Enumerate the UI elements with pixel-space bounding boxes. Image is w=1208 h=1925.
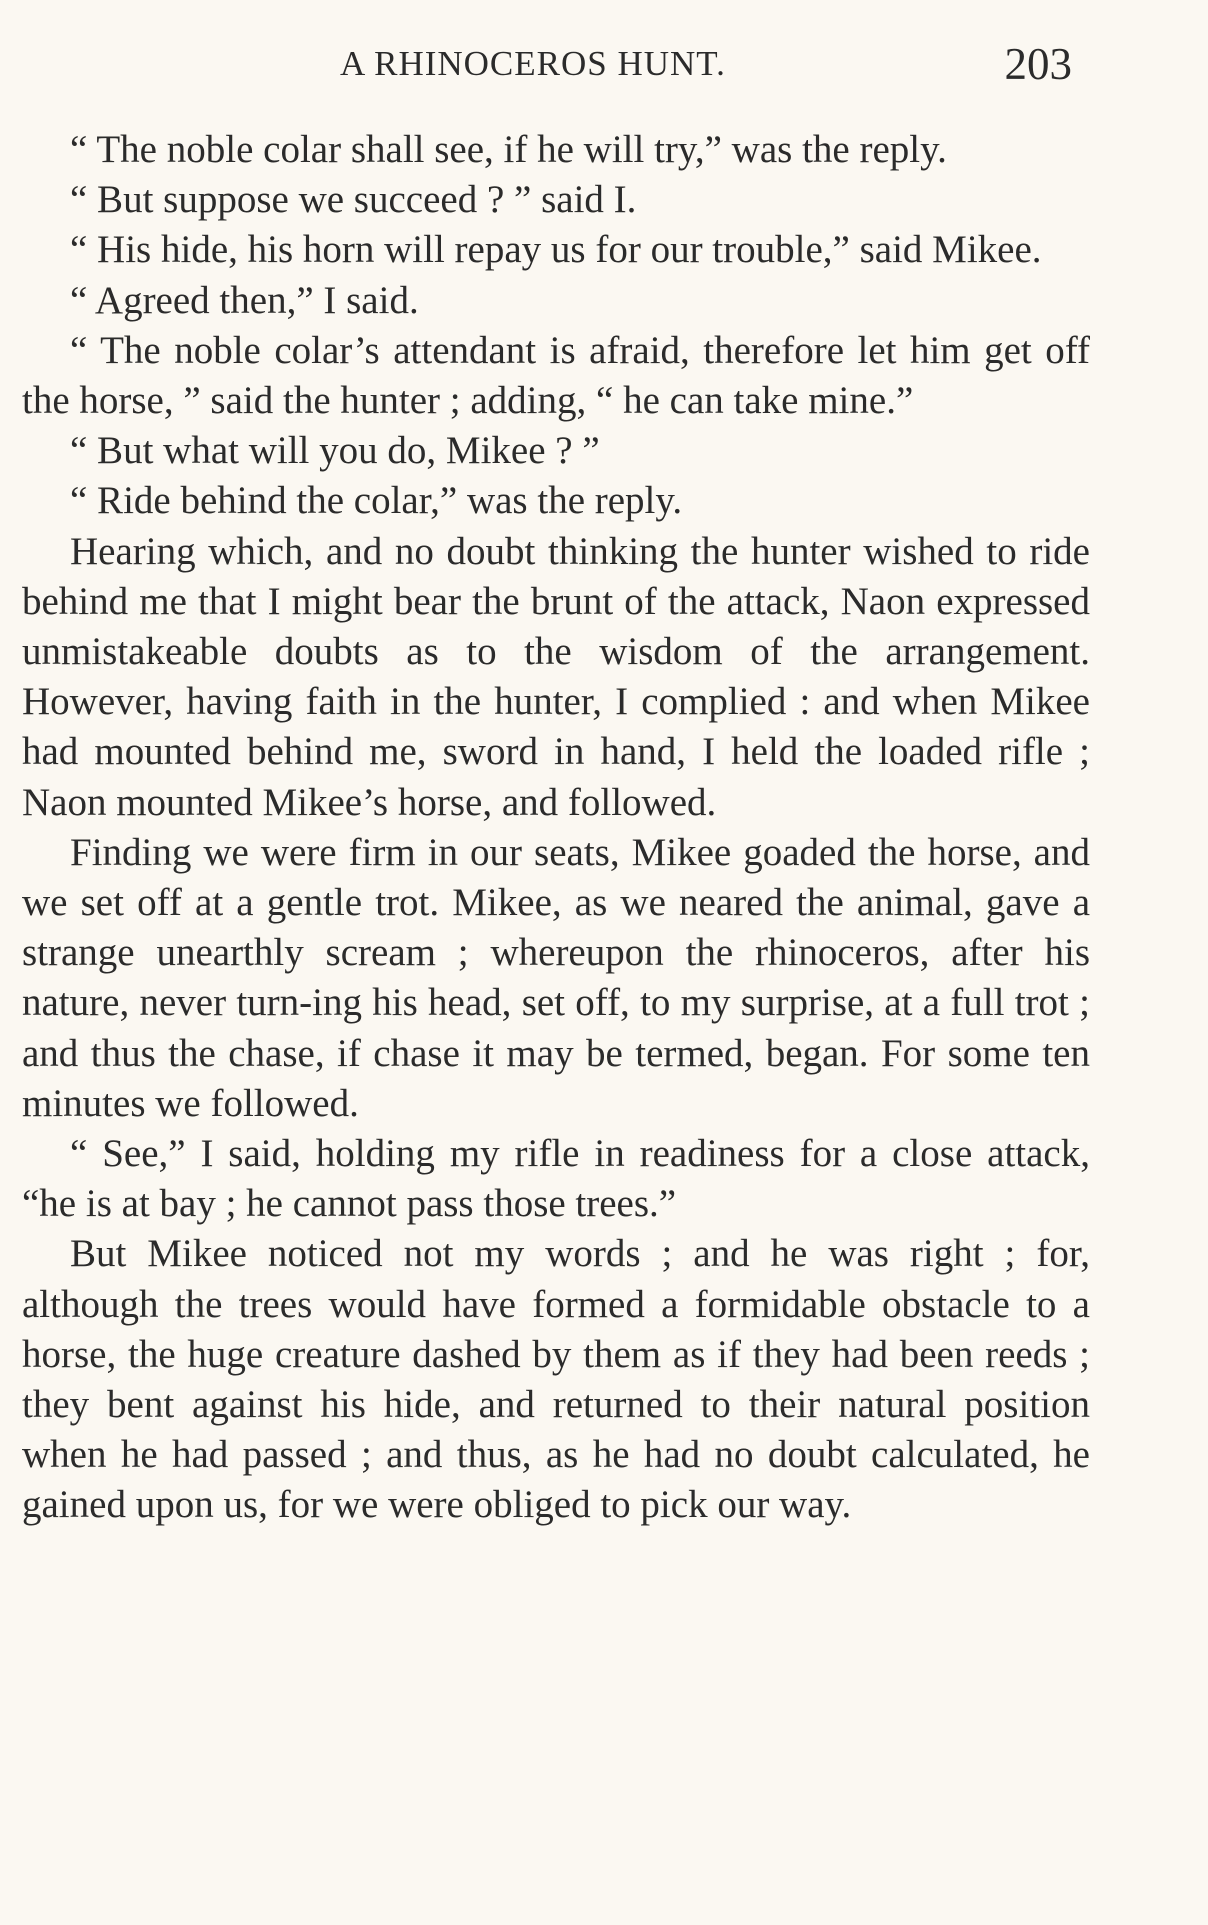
running-title: A RHINOCEROS HUNT. [340, 44, 726, 83]
page-number: 203 [1004, 39, 1072, 89]
paragraph-7: “ Ride behind the colar,” was the reply. [70, 479, 683, 523]
paragraph-1: “ The noble colar shall see, if he will try,” was the reply. [70, 128, 947, 171]
paragraph-3: “ His hide, his horn will repay us for our trouble,” said Mikee. [70, 228, 1042, 272]
paragraph-5: “ The noble colar’s attendant is afraid, therefore let him get off the horse, ” said the hunter ; adding, “ he can take mine.” [22, 328, 1090, 423]
body-text [22, 125, 1090, 1531]
paragraph-11: But Mikee noticed not my words ; and he was right ; for, although the trees would have formed a formidable obstacle to a horse, the huge creature dashed by them as if they had been reeds ; they bent against his hide, and returned to their natural position when he had passed ; and thus, as he had no doubt calculated, he gained upon us, for we were obliged to pick our way. [22, 1232, 1090, 1527]
paragraph-4: “ Agreed then,” I said. [70, 278, 419, 322]
paragraph-8: Hearing which, and no doubt thinking the hunter wished to ride behind me that I might bear the brunt of the attack, Naon expressed unmistakeable doubts as to the wisdom of the arrangement. However, having faith in the hunter, I complied : and when Mikee had mounted behind me, sword in hand, I held the loaded rifle ; Naon mounted Mikee’s horse, and followed. [22, 529, 1090, 824]
paragraph-6: “ But what will you do, Mikee ? ” [70, 429, 600, 473]
paragraph-9: Finding we were firm in our seats, Mikee goaded the horse, and we set off at a gentle trot. Mikee, as we neared the animal, gave a strange unearthly scream ; whereupon the rhinoceros, after his nature, never turn-ing his head, set off, to my surprise, at a full trot ; and thus the chase, if chase it may be termed, began. For some ten minutes we followed. [22, 830, 1090, 1125]
paragraph-10: “ See,” I said, holding my rifle in readiness for a close attack, “he is at bay ; he cannot pass those trees.” [22, 1132, 1090, 1226]
paragraph-2: “ But suppose we succeed ? ” said I. [70, 178, 637, 222]
running-head [22, 38, 1072, 98]
